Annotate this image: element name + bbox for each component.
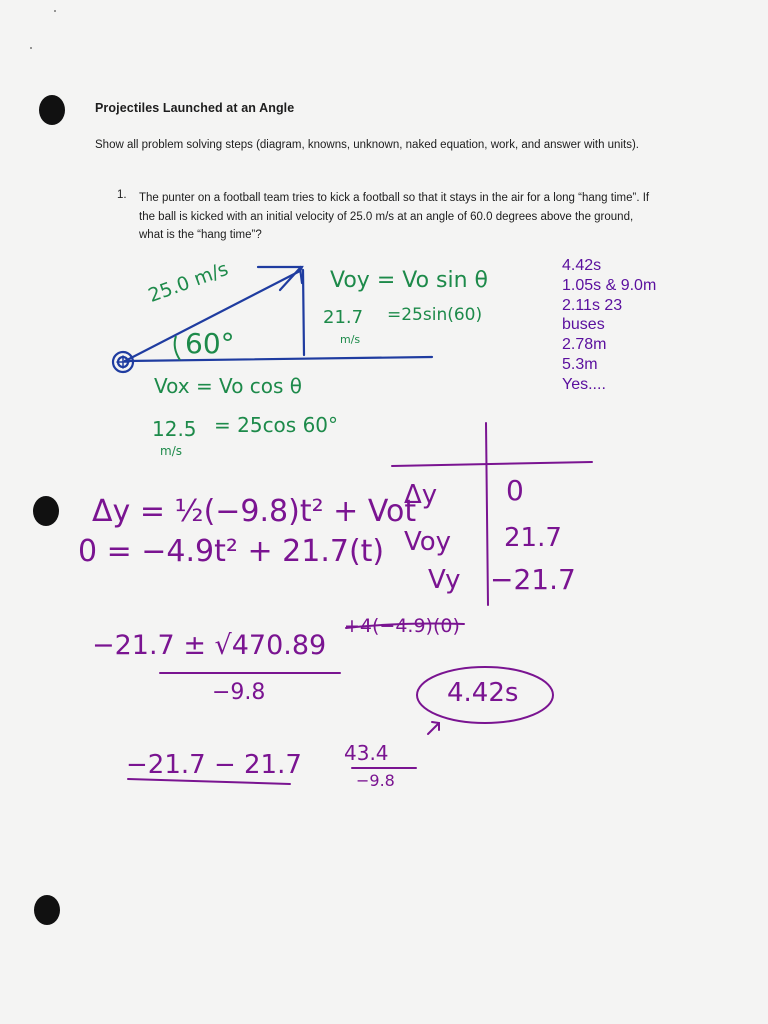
table-value-dy: 0 bbox=[506, 474, 524, 507]
voy-equation: Voy = Vo sin θ bbox=[330, 268, 489, 293]
answer-key-item: Yes.... bbox=[562, 375, 606, 393]
answer-key-item: 1.05s & 9.0m bbox=[562, 276, 657, 294]
voy-work: =25sin(60) bbox=[387, 305, 483, 325]
step-fraction-denominator: −9.8 bbox=[356, 771, 395, 790]
vertical-component-line bbox=[303, 270, 304, 355]
answer-key-item: buses bbox=[562, 316, 605, 334]
table-label-dy: Δy bbox=[404, 480, 438, 510]
answer-key-item: 2.78m bbox=[562, 336, 607, 354]
answer-key-item: 4.42s bbox=[562, 257, 602, 274]
worksheet-title: Projectiles Launched at an Angle bbox=[95, 101, 295, 115]
substituted-equation: 0 = −4.9t² + 21.7(t) bbox=[78, 534, 385, 569]
kinematic-equation: Δy = ½(−9.8)t² + Vot bbox=[92, 494, 417, 529]
table-label-voy: Voy bbox=[404, 527, 452, 557]
final-answer: 4.42s bbox=[447, 678, 519, 708]
velocity-arrowhead bbox=[258, 267, 302, 271]
quadratic-numerator: −21.7 ± √470.89 bbox=[92, 630, 327, 661]
vox-value: 12.5 bbox=[152, 417, 197, 441]
voy-unit: m/s bbox=[340, 333, 361, 346]
table-value-vy: −21.7 bbox=[490, 563, 576, 596]
answer-key-item: 2.11s 23 bbox=[562, 296, 623, 314]
table-label-vy: Vy bbox=[428, 565, 461, 595]
step-numerator: −21.7 − 21.7 bbox=[126, 750, 302, 780]
angle-label: 60° bbox=[185, 327, 235, 360]
step-fraction-numerator: 43.4 bbox=[344, 741, 389, 765]
velocity-label: 25.0 m/s bbox=[145, 257, 232, 307]
table-vertical-line bbox=[486, 423, 488, 605]
question-number: 1. bbox=[117, 189, 127, 201]
answer-key-item: 5.3m bbox=[562, 355, 598, 373]
worksheet-instructions: Show all problem solving steps (diagram, knowns, unknown, naked equation, work, and answer with units). bbox=[95, 139, 639, 151]
quadratic-struck-term: +4(−4.9)(0) bbox=[344, 615, 460, 637]
table-horizontal-line bbox=[392, 462, 592, 466]
angle-arc bbox=[175, 336, 180, 360]
voy-value: 21.7 bbox=[323, 307, 364, 328]
table-value-voy: 21.7 bbox=[504, 523, 562, 553]
vox-work: = 25cos 60° bbox=[214, 413, 339, 437]
vox-unit: m/s bbox=[160, 444, 182, 458]
question-text: The punter on a football team tries to kick a football so that it stays in the air for a long “hang time”. If the ball is kicked with an initial velocity of 25.0 m/s at an angle of 60.0 degrees above the ground, what is the “hang time”? bbox=[139, 192, 650, 241]
vox-equation: Vox = Vo cos θ bbox=[154, 374, 303, 398]
ground-line bbox=[125, 357, 432, 361]
quadratic-denominator: −9.8 bbox=[212, 680, 266, 705]
answer-arrow bbox=[428, 722, 439, 734]
